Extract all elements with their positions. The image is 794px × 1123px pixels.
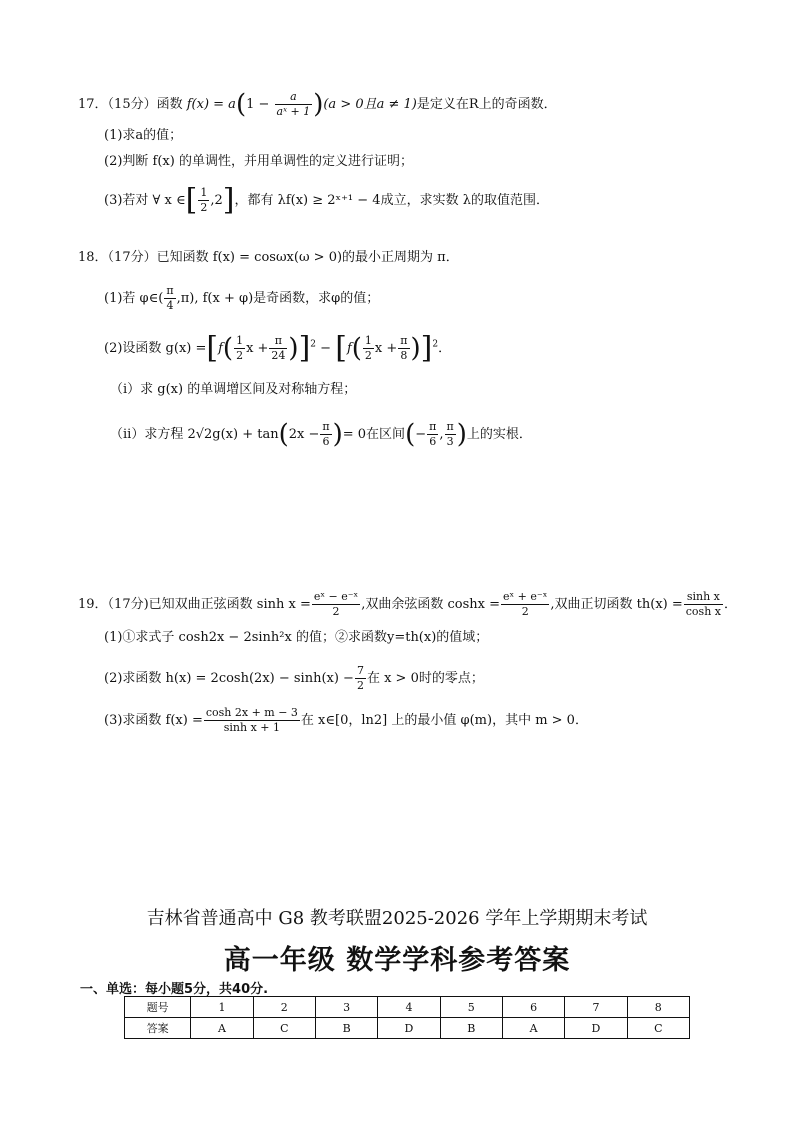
q19-part1: (1)①求式子 cosh2x − 2sinh²x 的值；②求函数y=th(x)的值域； (104, 630, 489, 645)
table-cell: 答案 (125, 1018, 191, 1039)
q18-part2: (2)设函数 g(x) =[f( $\frac{1}{2}$ x + $\frac{\pi}{24}$ )]$^2$ − [f( $\frac{1}{2}$ x + $\frac{\pi}{8}$ )]$^2$． (104, 330, 452, 366)
table-cell: 1 (191, 997, 253, 1018)
table-cell: 题号 (125, 997, 191, 1018)
q17-stem: 17．（15分）函数 f(x) = a(1 − $\frac{a}{\text{aˣ + 1}}$ )(a > 0且a ≠ 1)是定义在R上的奇函数． (78, 89, 557, 120)
q17-part2: (2)判断 f(x) 的单调性，并用单调性的定义进行证明； (104, 154, 413, 169)
q18-sub-i: （i）求 g(x) 的单调增区间及对称轴方程； (110, 382, 357, 397)
table-cell: D (565, 1018, 627, 1039)
q18-part1: (1)若 φ∈( $\frac{\pi}{4}$ ,π), f(x + φ)是奇函数，求φ的值； (104, 284, 380, 312)
table-cell: A (502, 1018, 564, 1039)
table-cell: B (440, 1018, 502, 1039)
table-cell: D (378, 1018, 440, 1039)
table-cell: 7 (565, 997, 627, 1018)
exam-title: 吉林省普通高中 G8 教考联盟2025-2026 学年上学期期末考试 (146, 908, 648, 929)
q17-fraction: $\frac{a}{\text{aˣ + 1}}$ (276, 90, 311, 118)
table-cell: 3 (315, 997, 377, 1018)
table-cell: 6 (502, 997, 564, 1018)
table-cell: A (191, 1018, 253, 1039)
answer-key-title: 高一年级 数学学科参考答案 (223, 945, 571, 976)
q17-part3: (3)若对 ∀ x ∈[ $\frac{1}{2}$ ,2]，都有 λf(x) ≥ 2ˣ⁺¹ − 4成立，求实数 λ的取值范围． (104, 182, 549, 218)
q19-part2: (2)求函数 h(x) = 2cosh(2x) − sinh(x) − $\frac{7}{2}$ 在 x > 0时的零点； (104, 664, 484, 692)
table-cell: 5 (440, 997, 502, 1018)
q19-stem: 19．（17分)已知双曲正弦函数 sinh x = $\frac{\text{eˣ − e⁻ˣ}}{2}$ ,双曲余弦函数 coshx = $\frac{\text{eˣ + e⁻ˣ}}{2}$ ,双曲正切函数 th(x) = $\frac{\text{sinh x}}{\text{cosh x}}$ ． (78, 590, 737, 618)
q18-sub-ii: （ii）求方程 2√2g(x) + tan(2x − $\frac{\pi}{6}$ )= 0在区间(− $\frac{\pi}{6}$ , $\frac{\pi}{3}$ )上的实根． (110, 419, 532, 450)
table-row (125, 1018, 690, 1039)
q17-part1: (1)求a的值； (104, 128, 183, 143)
section-heading: 一、单选：每小题5分，共40分. (80, 982, 269, 997)
table-cell: 8 (627, 997, 689, 1018)
table-cell: 4 (378, 997, 440, 1018)
table-cell: B (315, 1018, 377, 1039)
table-row (125, 997, 690, 1018)
answer-table (124, 996, 690, 1039)
table-cell: C (253, 1018, 315, 1039)
table-cell: 2 (253, 997, 315, 1018)
q19-part3: (3)求函数 f(x) = $\frac{\cosh 2x + m - 3}{\text{sinh x + 1}}$ 在 x∈[0，ln2] 上的最小值 φ(m)，其中 m > 0． (104, 706, 588, 734)
q18-stem: 18．（17分）已知函数 f(x) = cosωx(ω > 0)的最小正周期为 π． (78, 250, 459, 265)
table-cell: C (627, 1018, 689, 1039)
